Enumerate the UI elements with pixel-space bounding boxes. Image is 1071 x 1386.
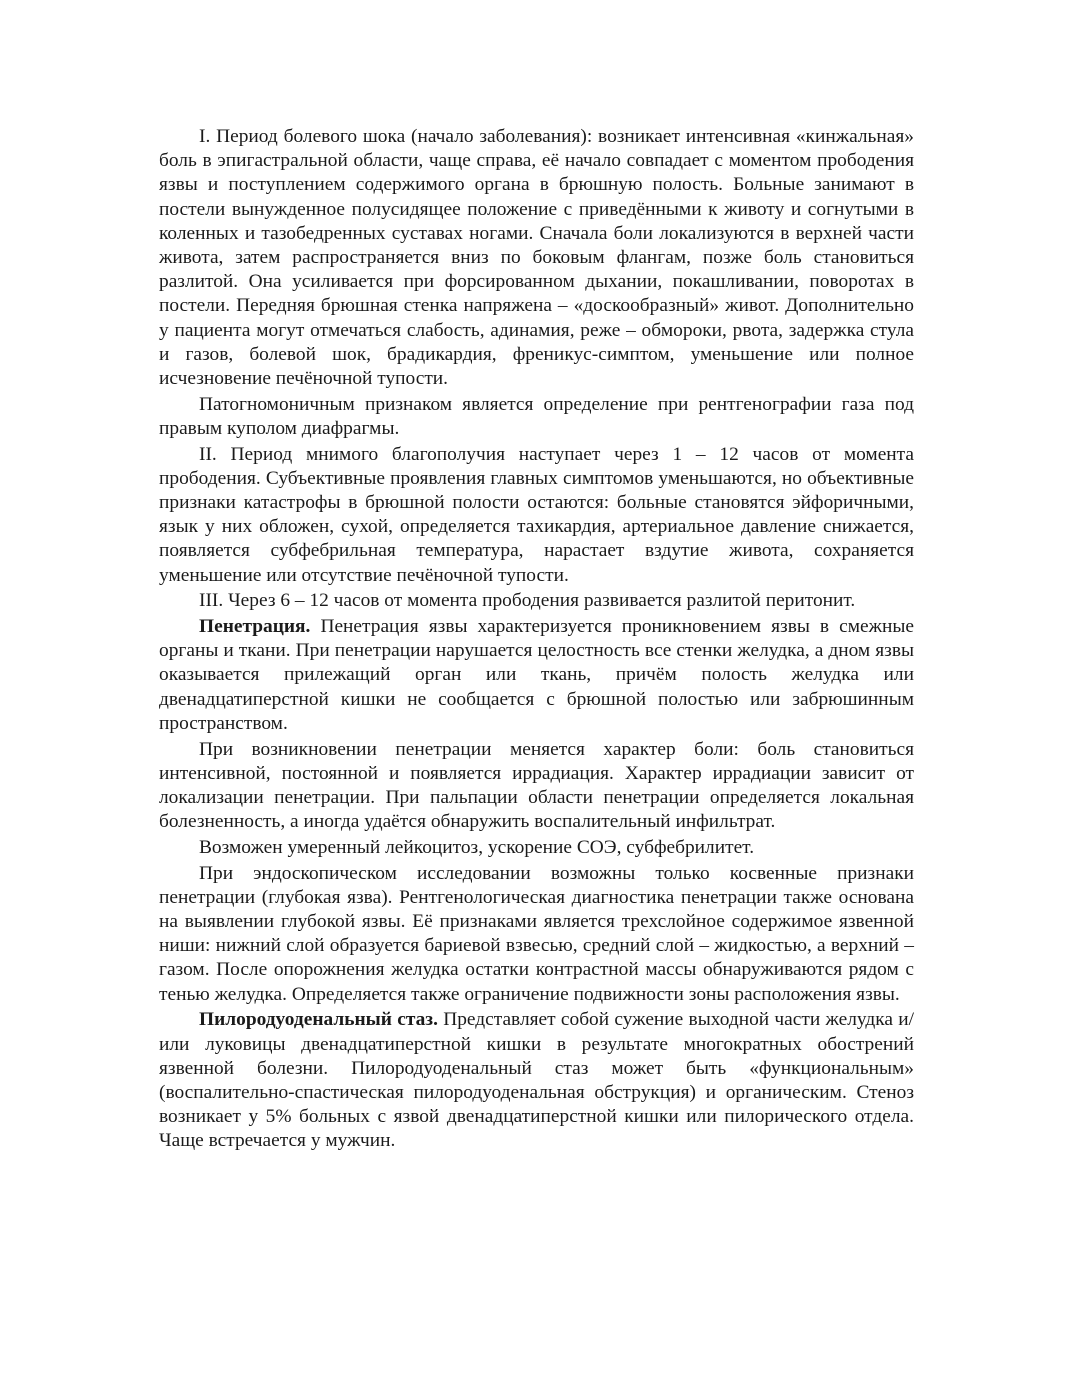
paragraph-lab-findings: [159, 836, 914, 860]
paragraph-heading: Пилородуоденальный стаз.: [199, 1009, 438, 1031]
paragraph-penetration: [159, 615, 914, 736]
paragraph-text: При эндоскопическом исследовании возможны только косвенные признаки пенетрации (глубокая язва). Рентгенологическая диагностика пенетрации также основана на выявлении глубокой язвы. Её признаками является трехслойное содержимое язвенной ниши: нижний слой образуется бариевой взвесью, средний слой – жидкостью, а верхний – газом. После опорожнения желудка остатки контрастной массы обнаруживаются рядом с тенью желудка. Определяется также ограничение подвижности зоны расположения язвы.: [159, 862, 914, 1005]
paragraph-text: Пенетрация язвы характеризуется проникновением язвы в смежные органы и ткани. При пенетрации нарушается целостность все стенки желудка, а дном язвы оказывается прилежащий орган или ткань, причём полость желудка или двенадцатиперстной кишки не сообщается с брюшной полостью или забрюшинным пространством.: [159, 616, 914, 734]
paragraph-text: Возможен умеренный лейкоцитоз, ускорение СОЭ, субфебрилитет.: [199, 836, 755, 858]
paragraph-text: III. Через 6 – 12 часов от момента прободения развивается разлитой перитонит.: [199, 590, 856, 612]
paragraph-text: II. Период мнимого благополучия наступает через 1 – 12 часов от момента прободения. Субъективные проявления главных симптомов уменьшаются, но объективные признаки катастрофы в брюшной полости остаются: больные становятся эйфоричными, язык у них обложен, сухой, определяется тахикардия, артериальное давление снижается, появляется субфебрильная температура, нарастает вздутие живота, сохраняется уменьшение или отсутствие печёночной тупости.: [159, 443, 914, 586]
paragraph-text: I. Период болевого шока (начало заболевания): возникает интенсивная «кинжальная» боль в эпигастральной области, чаще справа, её начало совпадает с моментом прободения язвы и поступлением содержимого органа в брюшную полость. Больные занимают в постели вынужденное полусидящее положение с приведёнными к животу и согнутыми в коленных и тазобедренных суставах ногами. Сначала боли локализуются в верхней части живота, затем распространяется вниз по боковым флангам, позже боль становиться разлитой. Она усиливается при форсированном дыхании, покашливании, поворотах в постели. Передняя брюшная стенка напряжена – «доскообразный» живот. Дополнительно у пациента могут отмечаться слабость, адинамия, реже – обмороки, рвота, задержка стула и газов, болевой шок, брадикардия, френикус-симптом, уменьшение или полное исчезновение печёночной тупости.: [159, 126, 914, 390]
paragraph-heading: Пенетрация.: [199, 616, 311, 638]
document-page: [159, 125, 914, 1155]
paragraph-text: Представляет собой сужение выходной части желудка и/или луковицы двенадцатиперстной кишки в результате многократных обострений язвенной болезни. Пилородуоденальный стаз может быть «функциональным» (воспалительно-спастическая пилородуоденальная обструкция) и органическим. Стеноз возникает у 5% больных с язвой двенадцатиперстной кишки или пилорического отдела. Чаще встречается у мужчин.: [159, 1009, 915, 1152]
paragraph-imaginary-wellbeing: [159, 443, 914, 588]
paragraph-text: Патогномоничным признаком является определение при рентгенографии газа под правым куполом диафрагмы.: [159, 393, 914, 439]
paragraph-peritonitis: [159, 589, 914, 613]
paragraph-diagnostics: [159, 862, 914, 1007]
paragraph-penetration-pain: [159, 738, 914, 835]
paragraph-pathognomonic: [159, 393, 914, 441]
paragraph-shock-period: [159, 125, 914, 391]
paragraph-pyloroduodenal-stasis: [159, 1008, 914, 1153]
paragraph-text: При возникновении пенетрации меняется характер боли: боль становиться интенсивной, постоянной и появляется иррадиация. Характер иррадиации зависит от локализации пенетрации. При пальпации области пенетрации определяется локальная болезненность, а иногда удаётся обнаружить воспалительный инфильтрат.: [159, 738, 914, 833]
